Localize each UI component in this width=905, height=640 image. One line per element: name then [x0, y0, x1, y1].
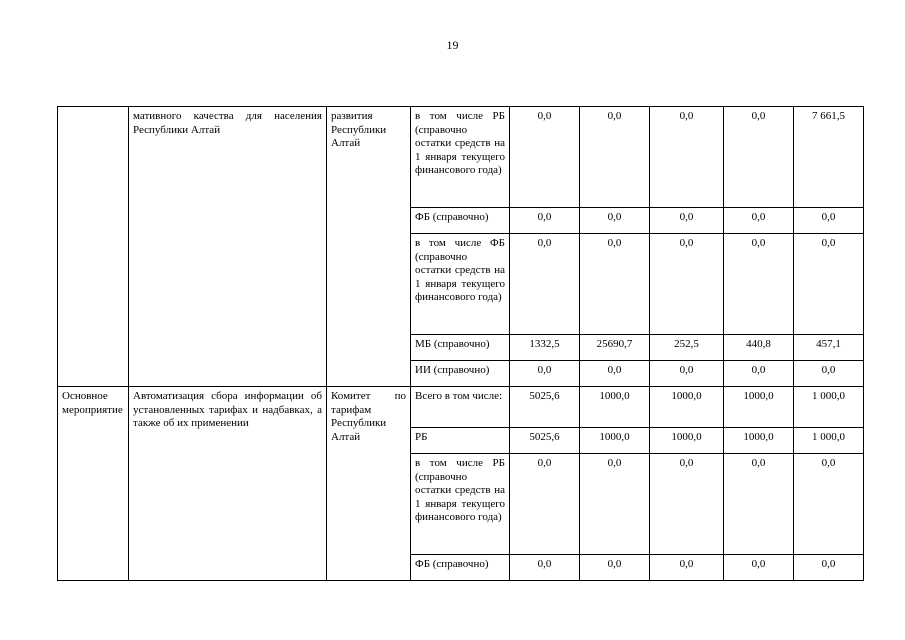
- value-cell: 0,0: [650, 234, 724, 335]
- value-cell: 0,0: [510, 454, 580, 555]
- event-name-cell: Автоматизация сбора информации об установленных тарифах и надбавках, а также об их применении: [129, 387, 327, 581]
- value-cell: 0,0: [510, 208, 580, 234]
- value-cell: 1000,0: [580, 387, 650, 428]
- event-type-cell: Основное мероприятие: [58, 387, 129, 581]
- funding-source-cell: ИИ (справочно): [411, 361, 510, 387]
- value-cell: 0,0: [794, 234, 864, 335]
- event-type-cell: [58, 107, 129, 387]
- value-cell: 0,0: [650, 555, 724, 581]
- page-number: 19: [446, 38, 459, 52]
- value-cell: 0,0: [794, 208, 864, 234]
- value-cell: 0,0: [724, 555, 794, 581]
- funding-source-cell: МБ (справочно): [411, 335, 510, 361]
- value-cell: 0,0: [724, 208, 794, 234]
- value-cell: 5025,6: [510, 428, 580, 454]
- value-cell: 457,1: [794, 335, 864, 361]
- funding-source-cell: в том числе ФБ (справочно остатки средств на 1 января текущего финансового года): [411, 234, 510, 335]
- value-cell: 1000,0: [580, 428, 650, 454]
- value-cell: 1000,0: [724, 387, 794, 428]
- value-cell: 0,0: [650, 208, 724, 234]
- budget-table: [57, 106, 864, 581]
- value-cell: 0,0: [724, 234, 794, 335]
- value-cell: 1000,0: [724, 428, 794, 454]
- value-cell: 1332,5: [510, 335, 580, 361]
- value-cell: 1000,0: [650, 428, 724, 454]
- table-row: [58, 107, 864, 208]
- value-cell: 0,0: [510, 555, 580, 581]
- value-cell: 0,0: [580, 361, 650, 387]
- value-cell: 0,0: [794, 555, 864, 581]
- value-cell: 7 661,5: [794, 107, 864, 208]
- value-cell: 0,0: [510, 107, 580, 208]
- value-cell: 252,5: [650, 335, 724, 361]
- funding-source-cell: ФБ (справочно): [411, 555, 510, 581]
- table-row: [58, 387, 864, 428]
- event-name-cell: мативного качества для населения Республики Алтай: [129, 107, 327, 387]
- value-cell: 0,0: [794, 361, 864, 387]
- value-cell: 0,0: [580, 454, 650, 555]
- value-cell: 0,0: [580, 555, 650, 581]
- executor-cell: Комитет по тарифам Республики Алтай: [327, 387, 411, 581]
- value-cell: 25690,7: [580, 335, 650, 361]
- value-cell: 0,0: [650, 107, 724, 208]
- funding-source-cell: ФБ (справочно): [411, 208, 510, 234]
- value-cell: 0,0: [510, 234, 580, 335]
- value-cell: 0,0: [580, 107, 650, 208]
- value-cell: 0,0: [724, 107, 794, 208]
- funding-source-cell: в том числе РБ (справочно остатки средств на 1 января текущего финансового года): [411, 454, 510, 555]
- value-cell: 0,0: [794, 454, 864, 555]
- value-cell: 0,0: [650, 361, 724, 387]
- funding-source-cell: Всего в том числе:: [411, 387, 510, 428]
- value-cell: 1 000,0: [794, 428, 864, 454]
- value-cell: 440,8: [724, 335, 794, 361]
- value-cell: 0,0: [724, 361, 794, 387]
- value-cell: 0,0: [510, 361, 580, 387]
- value-cell: 1000,0: [650, 387, 724, 428]
- funding-source-cell: в том числе РБ (справочно остатки средств на 1 января текущего финансового года): [411, 107, 510, 208]
- funding-source-cell: РБ: [411, 428, 510, 454]
- value-cell: 0,0: [650, 454, 724, 555]
- value-cell: 0,0: [724, 454, 794, 555]
- value-cell: 5025,6: [510, 387, 580, 428]
- value-cell: 0,0: [580, 208, 650, 234]
- value-cell: 1 000,0: [794, 387, 864, 428]
- executor-cell: развития Республики Алтай: [327, 107, 411, 387]
- value-cell: 0,0: [580, 234, 650, 335]
